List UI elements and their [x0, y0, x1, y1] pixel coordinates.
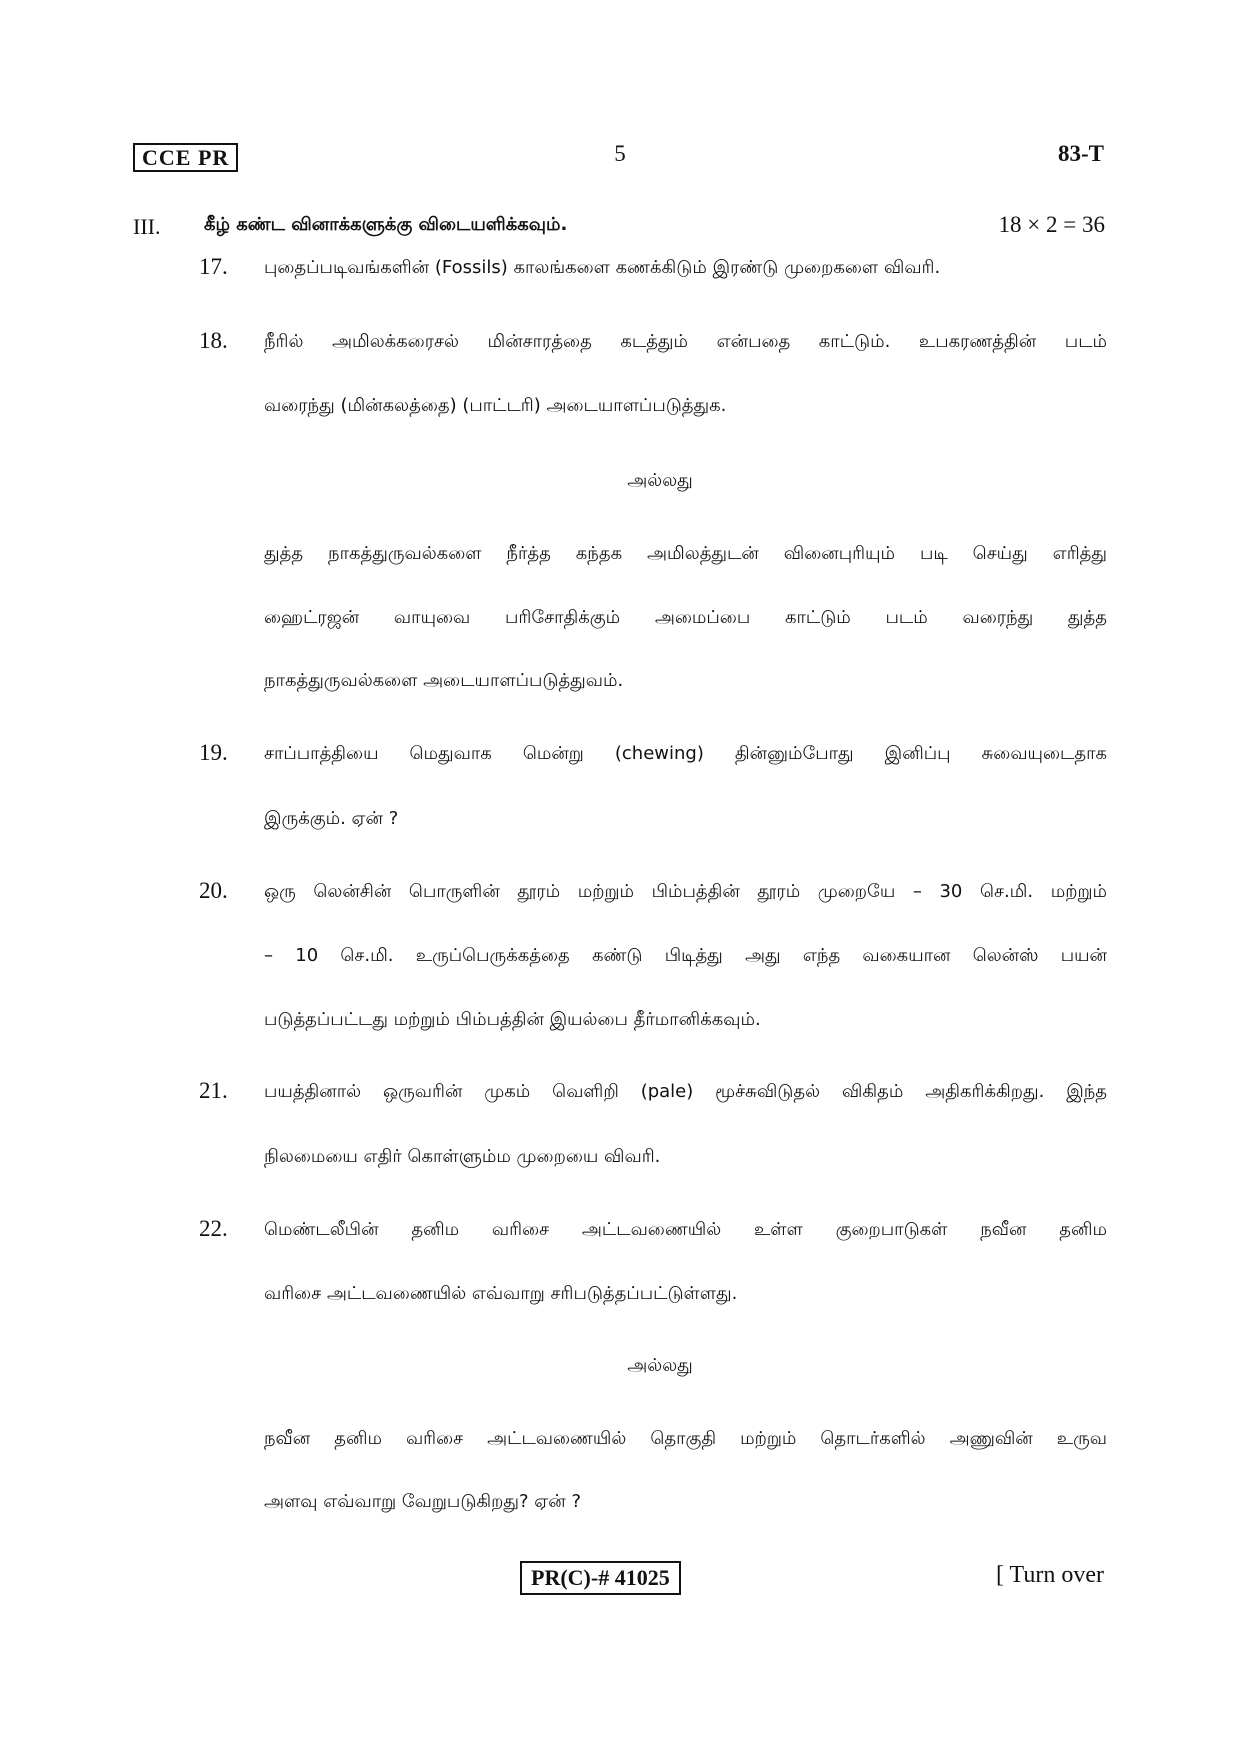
question-text-line: இருக்கும். ஏன் ? [264, 808, 399, 829]
question-text-line: நாகத்துருவல்களை அடையாளப்படுத்துவம். [264, 670, 624, 691]
footer-code-box: PR(C)-# 41025 [520, 1561, 681, 1595]
question-text-line: படுத்தப்பட்டது மற்றும் பிம்பத்தின் இயல்பை தீர்மானிக்கவும். [264, 1009, 761, 1030]
or-label: அல்லது [627, 1355, 693, 1376]
question-text-line: அளவு எவ்வாறு வேறுபடுகிறது? ஏன் ? [264, 1491, 582, 1512]
question-text-line: வரிசை அட்டவணையில் எவ்வாறு சரிபடுத்தப்பட்டுள்ளது. [264, 1283, 738, 1304]
question-text-line: நிலமையை எதிர் கொள்ளும்ம முறையை விவரி. [264, 1146, 661, 1167]
header-code-box: CCE PR [133, 143, 238, 172]
question-text-line: மெண்டலீபின் தனிம வரிசை அட்டவணையில் உள்ள குறைபாடுகள் நவீன தனிம [264, 1219, 1107, 1240]
question-text-line: நவீன தனிம வரிசை அட்டவணையில் தொகுதி மற்றும் தொடர்களில் அணுவின் உருவ [264, 1428, 1107, 1449]
paper-code: 83-T [1058, 141, 1104, 166]
question-number: 17. [199, 254, 228, 279]
section-instruction: கீழ் கண்ட வினாக்களுக்கு விடையளிக்கவும். [204, 214, 568, 235]
question-number: 22. [199, 1216, 228, 1241]
question-text-line: துத்த நாகத்துருவல்களை நீர்த்த கந்தக அமிலத்துடன் வினைபுரியும் படி செய்து எரித்து [264, 543, 1107, 564]
question-number: 19. [199, 740, 228, 765]
turn-over-label: [ Turn over [995, 1562, 1104, 1588]
question-text-line: புதைப்படிவங்களின் (Fossils) காலங்களை கணக்கிடும் இரண்டு முறைகளை விவரி. [264, 257, 941, 278]
question-text-line: – 10 செ.மி. உருப்பெருக்கத்தை கண்டு பிடித்து அது எந்த வகையான லென்ஸ் பயன் [264, 945, 1107, 966]
question-number: 21. [199, 1078, 228, 1103]
question-text-line: வரைந்து (மின்கலத்தை) (பாட்டரி) அடையாளப்படுத்துக. [264, 395, 727, 416]
or-label: அல்லது [627, 470, 693, 491]
page-number: 5 [614, 141, 626, 166]
section-number: III. [133, 214, 161, 239]
question-text-line: நீரில் அமிலக்கரைசல் மின்சாரத்தை கடத்தும் என்பதை காட்டும். உபகரணத்தின் படம் [264, 331, 1107, 352]
question-number: 20. [199, 878, 228, 903]
question-text-line: சாப்பாத்தியை மெதுவாக மென்று (chewing) தின்னும்போது இனிப்பு சுவையுடைதாக [264, 743, 1107, 764]
question-text-line: ஹைட்ரஜன் வாயுவை பரிசோதிக்கும் அமைப்பை காட்டும் படம் வரைந்து துத்த [264, 607, 1107, 628]
section-marks: 18 × 2 = 36 [998, 212, 1105, 237]
question-text-line: ஒரு லென்சின் பொருளின் தூரம் மற்றும் பிம்பத்தின் தூரம் முறையே – 30 செ.மி. மற்றும் [264, 881, 1107, 902]
question-text-line: பயத்தினால் ஒருவரின் முகம் வெளிறி (pale) மூச்சுவிடுதல் விகிதம் அதிகரிக்கிறது. இந்த [264, 1081, 1107, 1102]
question-number: 18. [199, 328, 228, 353]
